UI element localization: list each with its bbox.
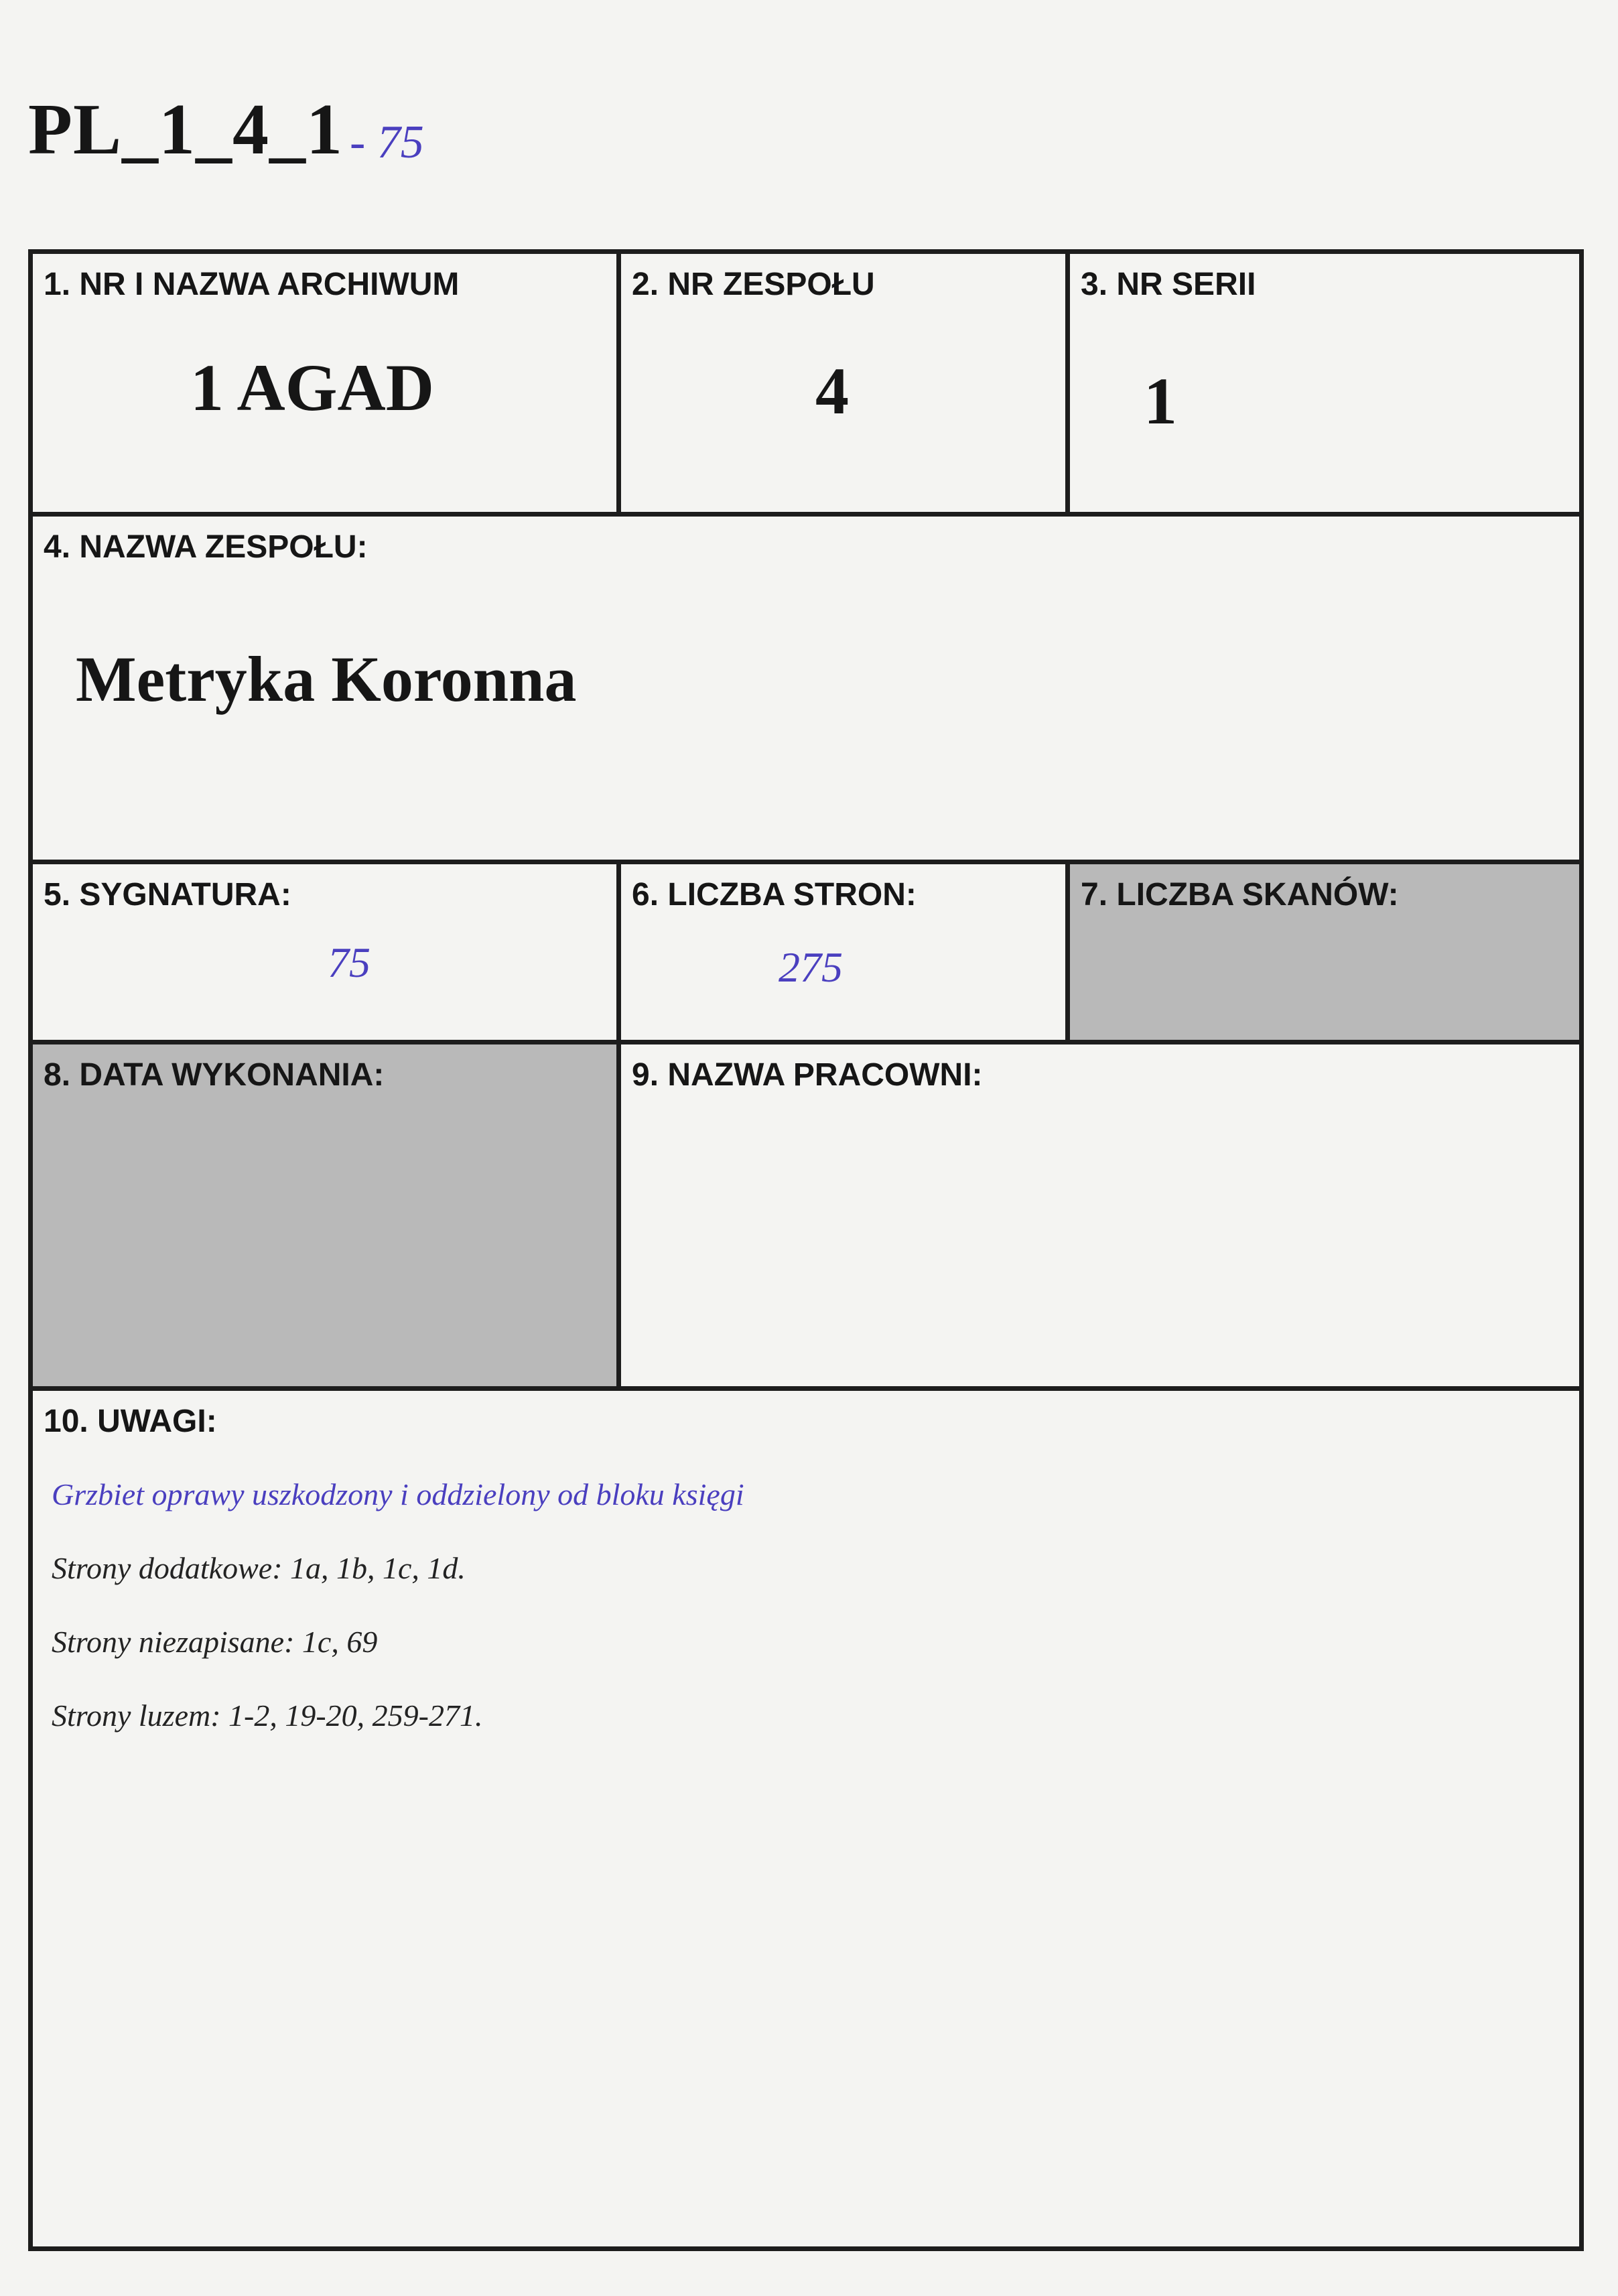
page-count-cell (621, 864, 1065, 1040)
metadata-form (28, 249, 1584, 2251)
page-count-label: 6. LICZBA STRON: (632, 877, 917, 913)
date-label: 8. DATA WYKONANIA: (44, 1057, 385, 1093)
workshop-cell (621, 1044, 1579, 1386)
row-divider-1 (33, 512, 1579, 517)
signature-value-handwritten: 75 (328, 939, 370, 986)
remarks-line: Grzbiet oprawy uszkodzony i oddzielony od bloku księgi (52, 1477, 744, 1511)
series-number-value: 1 (1144, 364, 1177, 438)
remarks-line: Strony niezapisane: 1c, 69 (52, 1625, 378, 1659)
fonds-name-label: 4. NAZWA ZESPOŁU: (44, 529, 368, 565)
series-number-cell (1070, 254, 1579, 512)
archive-label: 1. NR I NAZWA ARCHIWUM (44, 267, 460, 302)
document-code-suffix-handwritten: - 75 (350, 117, 424, 168)
fonds-name-value: Metryka Koronna (76, 643, 577, 715)
fonds-name-cell (33, 517, 1579, 860)
remarks-line: Strony dodatkowe: 1a, 1b, 1c, 1d. (52, 1551, 466, 1585)
workshop-label: 9. NAZWA PRACOWNI: (632, 1057, 983, 1093)
remarks-cell (33, 1391, 1579, 2246)
fonds-number-value: 4 (815, 354, 849, 428)
col-divider-r4 (616, 1040, 621, 1386)
row-divider-4 (33, 1386, 1579, 1391)
remarks-handwritten-notes (52, 1458, 744, 1753)
series-number-label: 3. NR SERII (1081, 267, 1256, 302)
page-count-value-handwritten: 275 (779, 943, 843, 991)
fonds-number-cell (621, 254, 1065, 512)
scan-count-cell (1070, 864, 1579, 1040)
scan-count-label: 7. LICZBA SKANÓW: (1081, 877, 1399, 913)
remarks-label: 10. UWAGI: (44, 1404, 217, 1439)
date-cell (33, 1044, 616, 1386)
col-divider-r3-a (616, 860, 621, 1040)
signature-cell (33, 864, 616, 1040)
signature-label: 5. SYGNATURA: (44, 877, 291, 913)
col-divider-r1-b (1065, 254, 1070, 512)
document-code: PL_1_4_1 (28, 90, 344, 170)
fonds-number-label: 2. NR ZESPOŁU (632, 267, 875, 302)
col-divider-r3-b (1065, 860, 1070, 1040)
archive-cell (33, 254, 616, 512)
row-divider-2 (33, 860, 1579, 864)
row-divider-3 (33, 1040, 1579, 1044)
remarks-line: Strony luzem: 1-2, 19-20, 259-271. (52, 1698, 483, 1733)
archive-value: 1 AGAD (190, 350, 434, 425)
col-divider-r1-a (616, 254, 621, 512)
